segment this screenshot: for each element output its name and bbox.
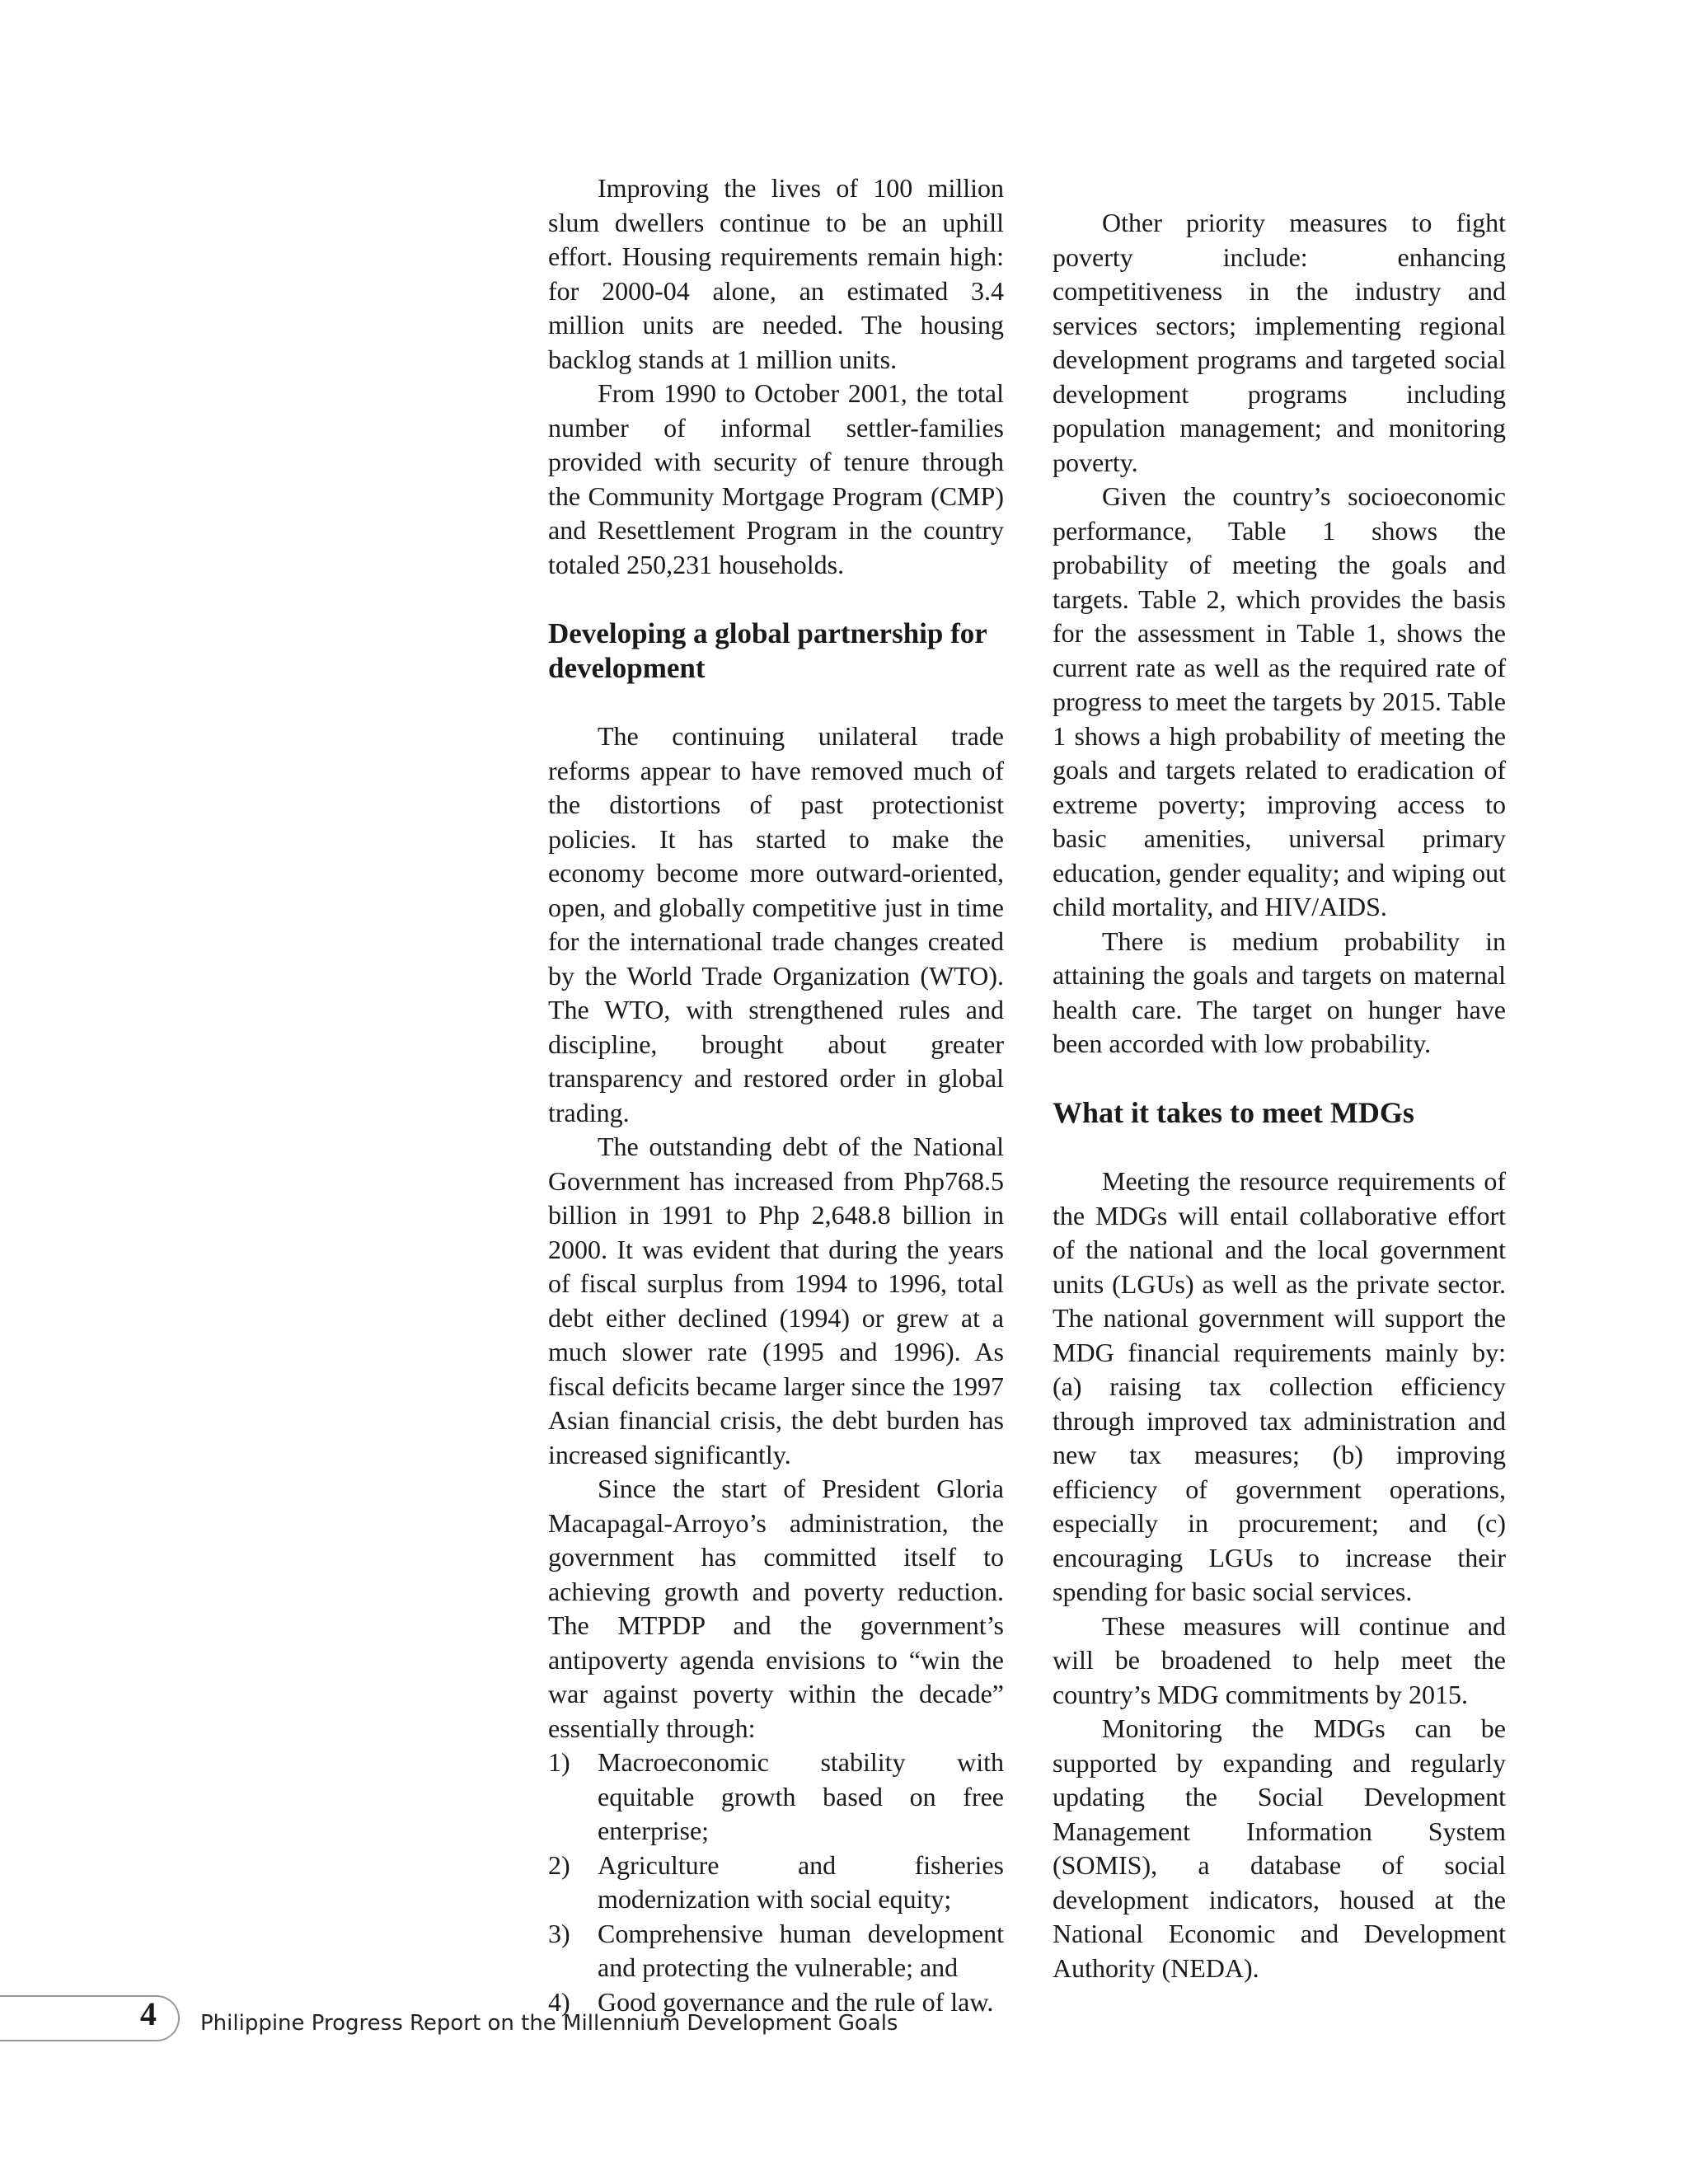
paragraph-national-debt: The outstanding debt of the National Government has increased from Php768.5 billion in 1991 to Php 2,648.8 billion in 2000. It was evident that during the years of fiscal surplus from 1994 to 1996, total debt either declined (1994) or grew at a much slower rate (1995 and 1996). As fiscal deficits became larger since the 1997 Asian financial crisis, the debt burden has increased significantly. bbox=[548, 1132, 1004, 1469]
paragraph-arroyo-administration: Since the start of President Gloria Macapagal-Arroyo’s administration, the government has committed itself to achieving growth and poverty reduction. The MTPDP and the government’s antipoverty agenda envisions to “win the war against poverty within the decade” essentially through: bbox=[548, 1474, 1004, 1743]
page-number: 4 bbox=[140, 1995, 157, 2032]
antipoverty-agenda-list bbox=[548, 1746, 1004, 2019]
paragraph-monitoring-mdgs: Monitoring the MDGs can be supported by expanding and regularly updating the Social Development Management Information System (SOMIS), a database of social development indicators, housed at the National Economic and Development Authority (NEDA). bbox=[1053, 1713, 1506, 1983]
list-item-text: Agriculture and fisheries modernization with social equity; bbox=[598, 1849, 1004, 1914]
paragraph-measures-continue: These measures will continue and will be broadened to help meet the country’s MDG commitments by 2015. bbox=[1053, 1610, 1506, 1709]
paragraph-resource-requirements: Meeting the resource requirements of the MDGs will entail collaborative effort of the national and the local government units (LGUs) as well as the private sector. The national government will support the MDG financial requirements mainly by: (a) raising tax collection efficiency through improved tax administration and new tax measures; (b) improving efficiency of government operations, especially in procurement; and (c) encouraging LGUs to increase their spending for basic social services. bbox=[1053, 1166, 1506, 1606]
list-item bbox=[548, 1849, 1004, 1917]
right-column bbox=[1053, 206, 1506, 1985]
left-column bbox=[548, 171, 1004, 2019]
paragraph-informal-settlers: From 1990 to October 2001, the total number of informal settler-families provided with security of tenure through the Community Mortgage Program (CMP) and Resettlement Program in the country totaled 250,231 households. bbox=[548, 378, 1004, 579]
list-item bbox=[548, 1917, 1004, 1985]
footer-title: Philippine Progress Report on the Millennium Development Goals bbox=[200, 2011, 898, 2036]
list-item-text: Comprehensive human development and protecting the vulnerable; and bbox=[598, 1918, 1004, 1982]
list-item-text: Good governance and the rule of law. bbox=[598, 1986, 994, 2017]
list-item bbox=[548, 1746, 1004, 1849]
list-item-text: Macroeconomic stability with equitable growth based on free enterprise; bbox=[598, 1747, 1004, 1845]
list-item-number: 1) bbox=[548, 1747, 570, 1777]
list-item-number: 2) bbox=[548, 1849, 570, 1880]
list-item-number: 3) bbox=[548, 1918, 570, 1948]
paragraph-slum-dwellers: Improving the lives of 100 million slum dwellers continue to be an uphill effort. Housing requirements remain high: for 2000-04 alone, an estimated 3.4 million units are needed. The housing backlog stands at 1 million units. bbox=[548, 173, 1004, 374]
list-item-number: 4) bbox=[548, 1986, 570, 2017]
section-heading-global-partnership: Developing a global partnership for development bbox=[548, 617, 987, 684]
paragraph-priority-measures: Other priority measures to fight poverty include: enhancing competitiveness in the industry and services sectors; implementing regional development programs and targeted social development programs including population management; and monitoring poverty. bbox=[1053, 208, 1506, 477]
section-heading-meet-mdgs: What it takes to meet MDGs bbox=[1053, 1095, 1414, 1129]
paragraph-medium-probability: There is medium probability in attaining the goals and targets on maternal health care. The target on hunger have been accorded with low probability. bbox=[1053, 926, 1506, 1058]
paragraph-table-probability: Given the country’s socioeconomic performance, Table 1 shows the probability of meeting the goals and targets. Table 2, which provides the basis for the assessment in Table 1, shows the current rate as well as the required rate of progress to meet the targets by 2015. Table 1 shows a high probability of meeting the goals and targets related to eradication of extreme poverty; improving access to basic amenities, universal primary education, gender equality; and wiping out child mortality, and HIV/AIDS. bbox=[1053, 481, 1506, 921]
paragraph-trade-reforms: The continuing unilateral trade reforms appear to have removed much of the distortions of past protectionist policies. It has started to make the economy become more outward-oriented, open, and globally competitive just in time for the international trade changes created by the World Trade Organization (WTO). The WTO, with strengthened rules and discipline, brought about greater transparency and restored order in global trading. bbox=[548, 721, 1004, 1127]
